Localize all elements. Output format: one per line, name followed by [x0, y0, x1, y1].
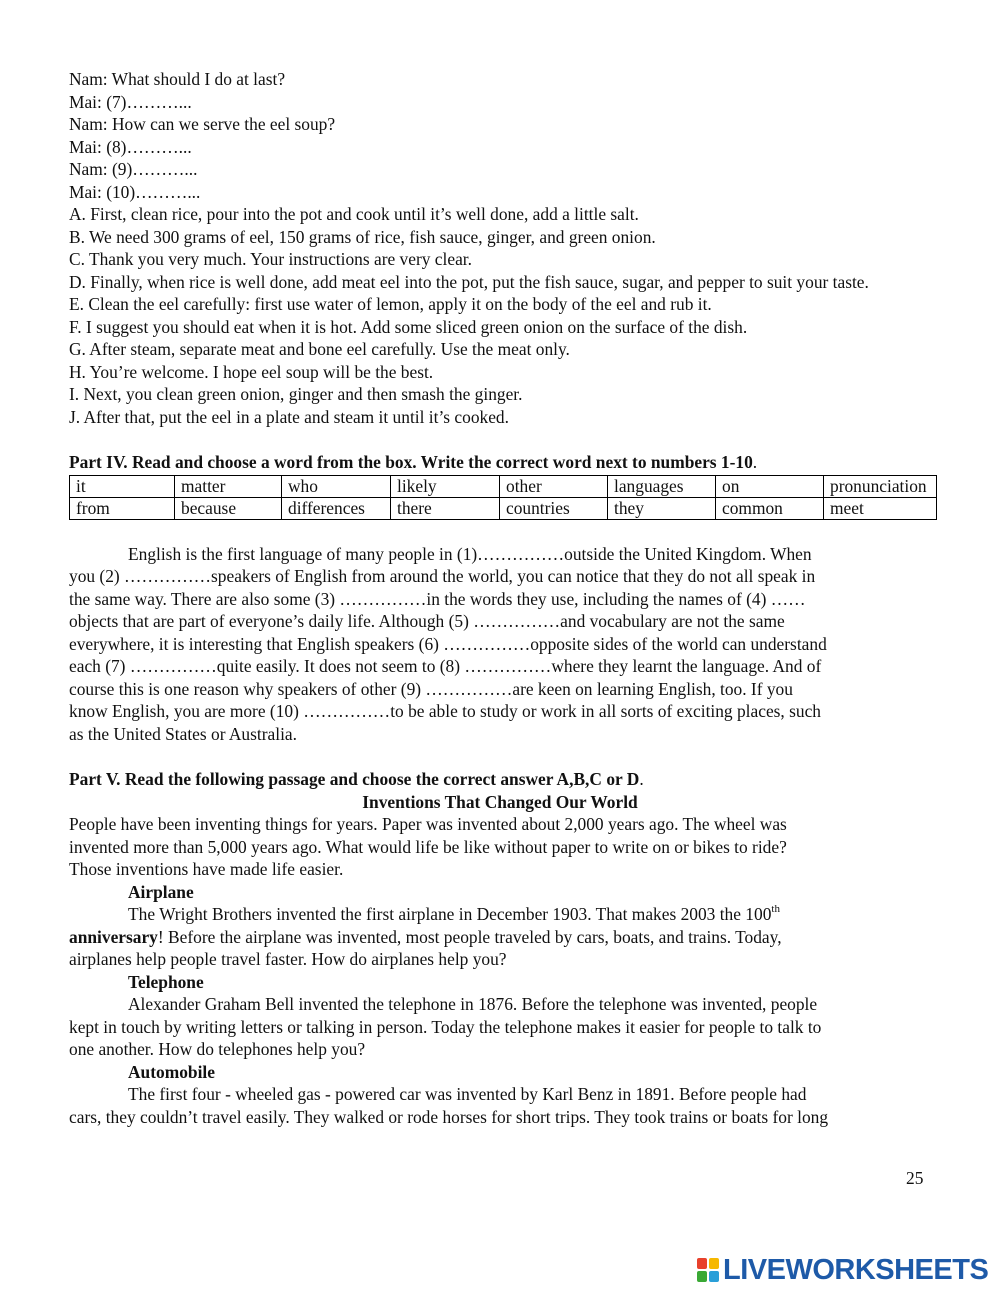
word-box-cell: it: [70, 475, 175, 497]
intro-line: invented more than 5,000 years ago. What would life be like without paper to write on or bikes to ride?: [69, 836, 787, 857]
airplane-line: airplanes help people travel faster. How do airplanes help you?: [69, 949, 507, 969]
passage-line: course this is one reason why speakers of other (9) ……………are keen on learning English, too. If you: [69, 678, 793, 699]
word-box-cell: likely: [391, 475, 500, 497]
logo-text: LIVEWORKSHEETS: [723, 1253, 989, 1286]
part4-heading-period: .: [752, 452, 758, 472]
word-box-cell: because: [175, 497, 282, 519]
part5-heading-period: .: [639, 769, 644, 789]
passage-line: the same way. There are also some (3) ……………in the words they use, including the names of (4) ……: [69, 588, 806, 609]
part5-heading-text: Part V. Read the following passage and choose the correct answer A,B,C or D: [69, 769, 640, 789]
word-box-row: [70, 475, 937, 497]
word-box-cell: differences: [282, 497, 391, 519]
dialogue-line: Nam: (9)………...: [69, 159, 198, 179]
word-box-cell: countries: [500, 497, 608, 519]
word-box: [69, 475, 937, 520]
word-box-cell: languages: [608, 475, 716, 497]
word-box-cell: who: [282, 475, 391, 497]
passage-line: as the United States or Australia.: [69, 723, 297, 744]
part4-passage: [69, 543, 931, 746]
airplane-line: [69, 903, 931, 926]
dialogue-line: Mai: (8)………...: [69, 136, 192, 157]
automobile-heading: Automobile: [128, 1061, 215, 1082]
word-box-cell: meet: [824, 497, 937, 519]
word-box-row: [70, 497, 937, 519]
airplane-heading: Airplane: [128, 881, 194, 902]
airplane-sup: th: [771, 903, 780, 915]
dialogue-line: Mai: (7)………...: [69, 91, 192, 112]
airplane-text: ! Before the airplane was invented, most people traveled by cars, boats, and trains. Today,: [157, 926, 782, 947]
word-box-cell: from: [70, 497, 175, 519]
option-f: F. I suggest you should eat when it is hot. Add some sliced green onion on the surface of the dish.: [69, 316, 748, 337]
option-e: E. Clean the eel carefully: first use water of lemon, apply it on the body of the eel and rub it.: [69, 294, 712, 314]
page-number: 25: [906, 1168, 924, 1188]
option-d: D. Finally, when rice is well done, add meat eel into the pot, put the fish sauce, sugar, and pepper to suit your taste.: [69, 271, 869, 292]
word-box-cell: other: [500, 475, 608, 497]
telephone-heading: Telephone: [128, 971, 204, 992]
passage-line: English is the first language of many people in (1)……………outside the United Kingdom. When: [128, 543, 812, 564]
intro-line: Those inventions have made life easier.: [69, 859, 344, 879]
word-box-cell: there: [391, 497, 500, 519]
liveworksheets-logo[interactable]: [697, 1254, 988, 1286]
part4-heading-text: Part IV. Read and choose a word from the box. Write the correct word next to numbers 1-10: [69, 452, 753, 472]
word-box-cell: on: [716, 475, 824, 497]
automobile-line: cars, they couldn’t travel easily. They walked or rode horses for short trips. They took trains or boats for long: [69, 1106, 829, 1127]
passage-line: you (2) ……………speakers of English from around the world, you can notice that they do not all speak in: [69, 566, 816, 586]
part5-heading: [69, 768, 931, 791]
dialogue: [69, 68, 931, 203]
telephone-line: kept in touch by writing letters or talking in person. Today the telephone makes it easier for people to talk to: [69, 1016, 822, 1037]
airplane-text: The Wright Brothers invented the first airplane in December 1903. That makes 2003 the 100: [128, 904, 772, 924]
option-j: J. After that, put the eel in a plate and steam it until it’s cooked.: [69, 406, 509, 427]
option-i: I. Next, you clean green onion, ginger and then smash the ginger.: [69, 384, 523, 404]
word-box-cell: matter: [175, 475, 282, 497]
option-g: G. After steam, separate meat and bone eel carefully. Use the meat only.: [69, 339, 570, 359]
passage-title: Inventions That Changed Our World: [362, 791, 638, 812]
telephone-line: one another. How do telephones help you?: [69, 1039, 366, 1059]
option-a: A. First, clean rice, pour into the pot and cook until it’s well done, add a little salt.: [69, 204, 639, 224]
option-b: B. We need 300 grams of eel, 150 grams of rice, fish sauce, ginger, and green onion.: [69, 226, 656, 247]
part4-heading: [69, 451, 931, 474]
word-box-cell: pronunciation: [824, 475, 937, 497]
airplane-line: [69, 926, 931, 949]
word-box-cell: they: [608, 497, 716, 519]
telephone-line: Alexander Graham Bell invented the telephone in 1876. Before the telephone was invented, people: [128, 994, 818, 1014]
dialogue-line: Nam: What should I do at last?: [69, 69, 286, 89]
passage-line: objects that are part of everyone’s daily life. Although (5) ……………and vocabulary are not the same: [69, 611, 785, 631]
option-h: H. You’re welcome. I hope eel soup will be the best.: [69, 361, 434, 382]
intro-line: People have been inventing things for years. Paper was invented about 2,000 years ago. The wheel was: [69, 814, 787, 834]
passage-line: everywhere, it is interesting that English speakers (6) ……………opposite sides of the world can understand: [69, 633, 827, 654]
option-c: C. Thank you very much. Your instructions are very clear.: [69, 249, 472, 269]
passage-line: know English, you are more (10) ……………to be able to study or work in all sorts of exciting places, such: [69, 701, 822, 721]
worksheet-page: [69, 68, 931, 1128]
logo-icon: [697, 1258, 719, 1282]
dialogue-line: Nam: How can we serve the eel soup?: [69, 114, 336, 134]
dialogue-line: Mai: (10)………...: [69, 181, 201, 202]
passage-line: each (7) ……………quite easily. It does not seem to (8) ……………where they learnt the language. And of: [69, 656, 822, 676]
answer-options: [69, 203, 931, 428]
automobile-line: The first four - wheeled gas - powered car was invented by Karl Benz in 1891. Before people had: [128, 1084, 807, 1104]
anniversary-word: anniversary: [69, 926, 158, 947]
word-box-cell: common: [716, 497, 824, 519]
